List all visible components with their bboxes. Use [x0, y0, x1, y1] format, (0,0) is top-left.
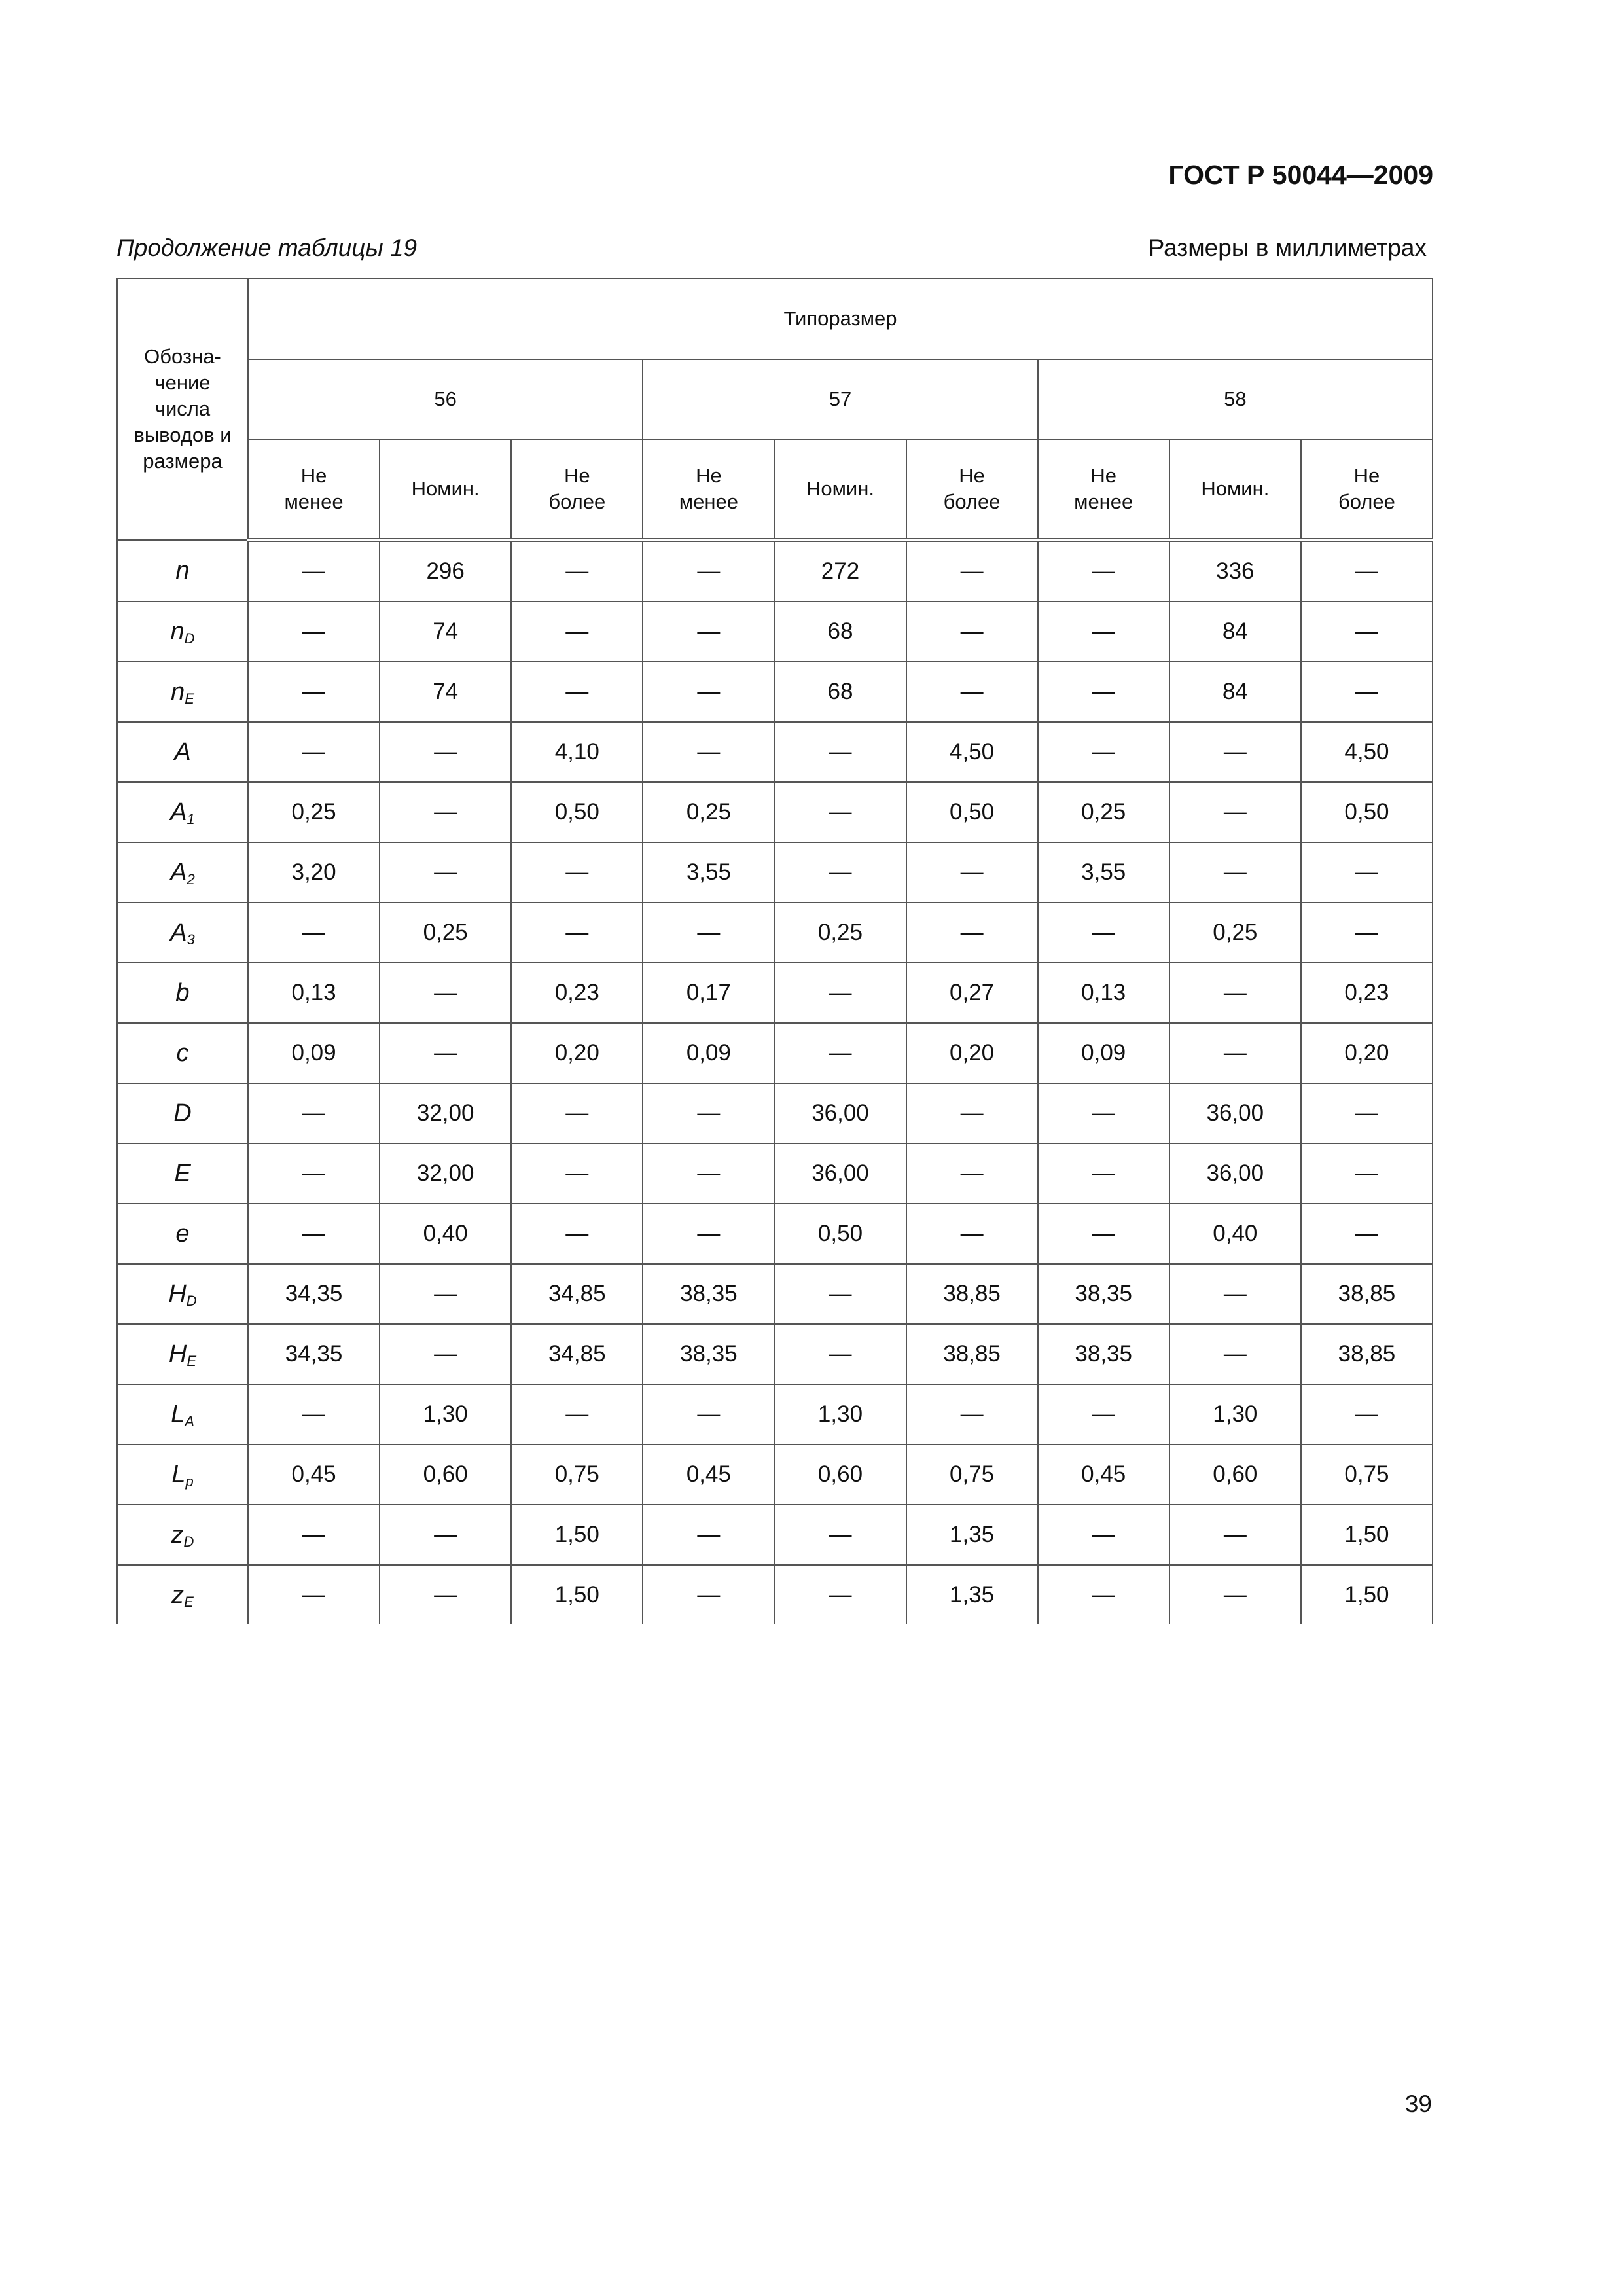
- row-symbol: A: [174, 738, 191, 766]
- table-cell: —: [380, 963, 511, 1023]
- row-symbol-subscript: E: [184, 1593, 194, 1610]
- row-symbol-subscript: 3: [187, 931, 195, 948]
- row-symbol: b: [175, 978, 190, 1007]
- table-cell: —: [380, 722, 511, 782]
- table-cell: —: [906, 842, 1038, 903]
- row-label: [117, 782, 248, 842]
- table-cell: —: [906, 601, 1038, 662]
- table-cell: 0,25: [774, 903, 906, 963]
- row-symbol: n: [171, 677, 185, 706]
- table-cell: —: [1038, 601, 1169, 662]
- table-cell: —: [643, 540, 774, 601]
- table-row: [117, 903, 1433, 963]
- row-label: [117, 1565, 248, 1624]
- row-symbol-subscript: 2: [187, 870, 195, 888]
- table-cell: —: [774, 963, 906, 1023]
- table-cell: 336: [1169, 540, 1301, 601]
- table-cell: 3,20: [248, 842, 380, 903]
- table-row: [117, 963, 1433, 1023]
- table-cell: 1,30: [1169, 1384, 1301, 1444]
- row-symbol: c: [176, 1039, 189, 1067]
- table-cell: —: [774, 1023, 906, 1083]
- subheader-min-58: Не менее: [1038, 439, 1169, 540]
- table-cell: 1,35: [906, 1505, 1038, 1565]
- table-cell: 1,50: [511, 1565, 643, 1624]
- table-cell: —: [643, 1204, 774, 1264]
- table-cell: 0,25: [1038, 782, 1169, 842]
- row-symbol: A: [170, 798, 187, 826]
- table-cell: 68: [774, 601, 906, 662]
- table-cell: —: [248, 1083, 380, 1143]
- table-cell: —: [1038, 1083, 1169, 1143]
- table-cell: —: [511, 903, 643, 963]
- table-cell: —: [1169, 782, 1301, 842]
- table-cell: —: [906, 1204, 1038, 1264]
- table-cell: 84: [1169, 601, 1301, 662]
- table-cell: 0,09: [643, 1023, 774, 1083]
- table-cell: 38,85: [1301, 1324, 1433, 1384]
- table-cell: —: [774, 1565, 906, 1624]
- table-cell: 4,50: [1301, 722, 1433, 782]
- table-cell: 38,85: [906, 1324, 1038, 1384]
- table-caption: Продолжение таблицы 19: [116, 234, 418, 261]
- table-row: [117, 722, 1433, 782]
- subheader-max-57: Не более: [906, 439, 1038, 540]
- table-row: [117, 662, 1433, 722]
- row-symbol: z: [171, 1520, 184, 1549]
- document-code: ГОСТ Р 50044—2009: [1168, 160, 1433, 190]
- row-label: [117, 1083, 248, 1143]
- table-cell: 34,85: [511, 1324, 643, 1384]
- table-cell: —: [643, 1505, 774, 1565]
- table-cell: 0,45: [1038, 1444, 1169, 1505]
- table-cell: 36,00: [774, 1143, 906, 1204]
- row-symbol: D: [173, 1099, 192, 1127]
- table-row: [117, 540, 1433, 601]
- units-note: Размеры в миллиметрах: [1148, 234, 1427, 261]
- table-cell: 0,50: [774, 1204, 906, 1264]
- row-label: [117, 601, 248, 662]
- table-cell: —: [1038, 903, 1169, 963]
- table-cell: —: [248, 1505, 380, 1565]
- table-cell: —: [774, 1264, 906, 1324]
- table-cell: —: [511, 601, 643, 662]
- row-label: [117, 540, 248, 601]
- table-cell: —: [643, 1384, 774, 1444]
- table-cell: —: [380, 842, 511, 903]
- table-cell: —: [1301, 540, 1433, 601]
- table-row: [117, 1505, 1433, 1565]
- subheader-min-57: Не менее: [643, 439, 774, 540]
- table-cell: —: [643, 1083, 774, 1143]
- table-cell: —: [248, 1384, 380, 1444]
- table-cell: —: [1169, 963, 1301, 1023]
- row-symbol: A: [170, 918, 187, 946]
- table-cell: 0,09: [1038, 1023, 1169, 1083]
- table-cell: —: [248, 662, 380, 722]
- table-cell: —: [248, 903, 380, 963]
- table-cell: 1,30: [774, 1384, 906, 1444]
- table-row: [117, 601, 1433, 662]
- row-label: [117, 903, 248, 963]
- row-symbol-subscript: A: [185, 1412, 194, 1429]
- size-57-header: 57: [643, 359, 1037, 439]
- table-cell: —: [1038, 662, 1169, 722]
- table-cell: 0,13: [1038, 963, 1169, 1023]
- table-row: [117, 842, 1433, 903]
- table-cell: 4,50: [906, 722, 1038, 782]
- table-cell: —: [774, 782, 906, 842]
- table-cell: 0,20: [1301, 1023, 1433, 1083]
- table-cell: 0,60: [380, 1444, 511, 1505]
- table-cell: 36,00: [1169, 1083, 1301, 1143]
- table-cell: 0,27: [906, 963, 1038, 1023]
- subheader-max-58: Не более: [1301, 439, 1433, 540]
- table-cell: —: [643, 903, 774, 963]
- table-cell: —: [1038, 1143, 1169, 1204]
- table-cell: 0,75: [1301, 1444, 1433, 1505]
- table-cell: 0,40: [380, 1204, 511, 1264]
- table-row: [117, 1264, 1433, 1324]
- type-header: Типоразмер: [248, 278, 1433, 359]
- table-row: [117, 1565, 1433, 1624]
- table-cell: —: [906, 1384, 1038, 1444]
- row-label: [117, 1143, 248, 1204]
- table-cell: —: [774, 722, 906, 782]
- table-cell: 36,00: [1169, 1143, 1301, 1204]
- row-label: [117, 963, 248, 1023]
- table-cell: —: [1301, 1204, 1433, 1264]
- table-cell: 68: [774, 662, 906, 722]
- table-cell: 0,25: [380, 903, 511, 963]
- row-symbol-subscript: D: [184, 630, 195, 647]
- table-cell: —: [643, 1565, 774, 1624]
- table-cell: —: [774, 1505, 906, 1565]
- table-cell: —: [380, 1505, 511, 1565]
- table-cell: —: [1301, 1384, 1433, 1444]
- table-cell: —: [1038, 1204, 1169, 1264]
- table-cell: —: [380, 1264, 511, 1324]
- table-cell: 74: [380, 601, 511, 662]
- table-cell: 1,30: [380, 1384, 511, 1444]
- row-label: [117, 842, 248, 903]
- row-symbol-subscript: D: [183, 1533, 194, 1550]
- table-cell: —: [1301, 601, 1433, 662]
- table-cell: 38,35: [1038, 1324, 1169, 1384]
- size-58-header: 58: [1038, 359, 1433, 439]
- table-cell: 38,35: [643, 1324, 774, 1384]
- table-cell: 0,25: [643, 782, 774, 842]
- table-cell: —: [1169, 722, 1301, 782]
- table-cell: —: [906, 903, 1038, 963]
- table-row: [117, 1143, 1433, 1204]
- subheader-max-56: Не более: [511, 439, 643, 540]
- table-cell: —: [1038, 540, 1169, 601]
- table-cell: 32,00: [380, 1083, 511, 1143]
- table-cell: 38,85: [1301, 1264, 1433, 1324]
- table-cell: —: [1038, 722, 1169, 782]
- table-cell: 38,35: [1038, 1264, 1169, 1324]
- table-cell: 0,50: [1301, 782, 1433, 842]
- table-cell: 84: [1169, 662, 1301, 722]
- table-cell: —: [511, 1384, 643, 1444]
- table-cell: —: [380, 782, 511, 842]
- table-cell: 0,25: [1169, 903, 1301, 963]
- table-row: [117, 1444, 1433, 1505]
- table-cell: —: [1301, 662, 1433, 722]
- table-cell: —: [643, 1143, 774, 1204]
- table-cell: —: [774, 1324, 906, 1384]
- table-cell: —: [1301, 1083, 1433, 1143]
- table-cell: —: [511, 1204, 643, 1264]
- table-cell: 36,00: [774, 1083, 906, 1143]
- table-cell: 0,50: [511, 782, 643, 842]
- subheader-nominal-58: Номин.: [1169, 439, 1301, 540]
- table-cell: 0,23: [511, 963, 643, 1023]
- row-symbol: A: [170, 858, 187, 886]
- table-cell: —: [643, 662, 774, 722]
- row-label: [117, 1264, 248, 1324]
- table-cell: 38,35: [643, 1264, 774, 1324]
- row-symbol-subscript: E: [187, 1352, 197, 1369]
- table-cell: 0,25: [248, 782, 380, 842]
- table-cell: —: [248, 601, 380, 662]
- table-cell: —: [1038, 1565, 1169, 1624]
- row-symbol-subscript: p: [185, 1473, 194, 1490]
- table-cell: 0,20: [511, 1023, 643, 1083]
- page-number: 39: [1404, 2090, 1432, 2117]
- table-cell: —: [248, 1143, 380, 1204]
- table-row: [117, 1324, 1433, 1384]
- table-row: [117, 1204, 1433, 1264]
- subheader-min-56: Не менее: [248, 439, 380, 540]
- row-symbol: H: [168, 1340, 187, 1368]
- table-cell: —: [1038, 1384, 1169, 1444]
- row-symbol: n: [170, 617, 185, 645]
- table-row: [117, 1384, 1433, 1444]
- row-symbol: e: [175, 1219, 190, 1247]
- row-label: [117, 1384, 248, 1444]
- table-cell: 34,35: [248, 1264, 380, 1324]
- table-cell: 0,23: [1301, 963, 1433, 1023]
- row-symbol: z: [171, 1581, 185, 1609]
- table-cell: —: [248, 1204, 380, 1264]
- table-cell: 3,55: [643, 842, 774, 903]
- table-cell: —: [380, 1324, 511, 1384]
- table-cell: —: [380, 1565, 511, 1624]
- row-symbol: n: [175, 556, 190, 584]
- table-cell: —: [380, 1023, 511, 1083]
- table-cell: —: [248, 722, 380, 782]
- table-cell: 4,10: [511, 722, 643, 782]
- table-cell: 0,75: [906, 1444, 1038, 1505]
- table-cell: —: [1169, 1023, 1301, 1083]
- table-cell: 1,50: [1301, 1505, 1433, 1565]
- table-cell: —: [1169, 1565, 1301, 1624]
- table-cell: 1,35: [906, 1565, 1038, 1624]
- row-label: [117, 1023, 248, 1083]
- table-cell: —: [1038, 1505, 1169, 1565]
- table-cell: 0,40: [1169, 1204, 1301, 1264]
- subheader-nominal-57: Номин.: [774, 439, 906, 540]
- table-cell: 1,50: [1301, 1565, 1433, 1624]
- table-row: [117, 1023, 1433, 1083]
- table-cell: 32,00: [380, 1143, 511, 1204]
- row-symbol-subscript: 1: [187, 810, 195, 827]
- table-cell: —: [511, 540, 643, 601]
- table-cell: 0,50: [906, 782, 1038, 842]
- table-row: [117, 1083, 1433, 1143]
- row-label: [117, 1505, 248, 1565]
- table-cell: —: [906, 1083, 1038, 1143]
- table-cell: —: [643, 601, 774, 662]
- row-label: [117, 1444, 248, 1505]
- table-cell: —: [511, 1083, 643, 1143]
- table-cell: 1,50: [511, 1505, 643, 1565]
- table-cell: 272: [774, 540, 906, 601]
- table-cell: 0,09: [248, 1023, 380, 1083]
- table-cell: —: [643, 722, 774, 782]
- size-56-header: 56: [248, 359, 643, 439]
- table-cell: —: [1301, 842, 1433, 903]
- dimensions-table: [116, 278, 1433, 1624]
- row-symbol-subscript: D: [186, 1292, 197, 1309]
- row-symbol: L: [171, 1460, 186, 1488]
- table-row: [117, 782, 1433, 842]
- table-cell: —: [1169, 1264, 1301, 1324]
- table-cell: 34,85: [511, 1264, 643, 1324]
- table-cell: 0,45: [248, 1444, 380, 1505]
- table-cell: 3,55: [1038, 842, 1169, 903]
- row-symbol: H: [168, 1280, 187, 1308]
- table-cell: —: [774, 842, 906, 903]
- row-label: [117, 722, 248, 782]
- table-cell: 0,60: [774, 1444, 906, 1505]
- table-cell: —: [248, 540, 380, 601]
- table-cell: 0,75: [511, 1444, 643, 1505]
- table-cell: —: [511, 662, 643, 722]
- designation-header: Обозна- чение числа выводов и размера: [117, 278, 248, 540]
- table-cell: —: [1301, 903, 1433, 963]
- table-cell: 38,85: [906, 1264, 1038, 1324]
- table-cell: 34,35: [248, 1324, 380, 1384]
- row-label: [117, 1324, 248, 1384]
- table-cell: —: [1301, 1143, 1433, 1204]
- table-cell: 0,45: [643, 1444, 774, 1505]
- table-cell: 0,17: [643, 963, 774, 1023]
- table-cell: 0,20: [906, 1023, 1038, 1083]
- table-cell: 296: [380, 540, 511, 601]
- subheader-nominal-56: Номин.: [380, 439, 511, 540]
- row-label: [117, 1204, 248, 1264]
- table-cell: —: [1169, 1505, 1301, 1565]
- row-symbol: E: [174, 1159, 191, 1187]
- table-cell: —: [511, 842, 643, 903]
- table-cell: —: [511, 1143, 643, 1204]
- table-cell: —: [1169, 1324, 1301, 1384]
- row-symbol: L: [171, 1400, 185, 1428]
- table-cell: —: [1169, 842, 1301, 903]
- row-symbol-subscript: E: [185, 690, 194, 707]
- table-cell: —: [906, 1143, 1038, 1204]
- table-cell: —: [906, 662, 1038, 722]
- table-cell: —: [906, 540, 1038, 601]
- row-label: [117, 662, 248, 722]
- table-cell: 0,60: [1169, 1444, 1301, 1505]
- table-cell: —: [248, 1565, 380, 1624]
- table-cell: 74: [380, 662, 511, 722]
- table-cell: 0,13: [248, 963, 380, 1023]
